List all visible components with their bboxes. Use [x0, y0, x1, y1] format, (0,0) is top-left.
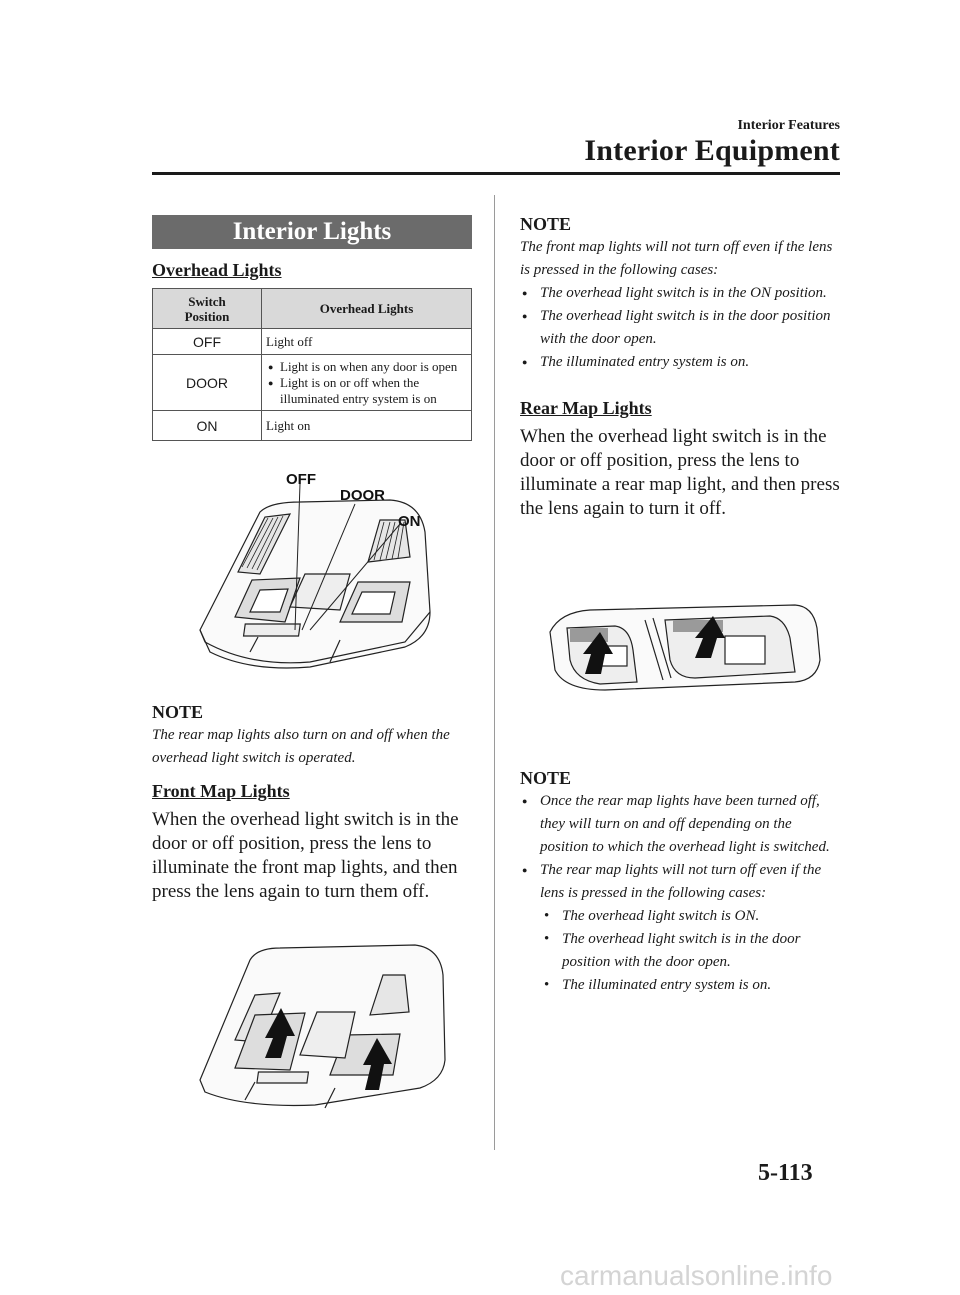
list-item: ● Once the rear map lights have been turned off, they will turn on and off depending on the position to which the overhead light is switched.: [520, 790, 842, 859]
table-header-lights: Overhead Lights: [262, 289, 472, 329]
note-intro: The front map lights will not turn off even if the lens is pressed in the following cases:: [520, 239, 833, 278]
position-on: ON: [153, 411, 262, 441]
label-on: ON: [398, 513, 421, 530]
rear-map-lights-text: When the overhead light switch is in the door or off position, press the lens to illuminate a rear map light, and then press the lens again to turn it off.: [520, 426, 840, 519]
note-body: [520, 790, 842, 997]
overhead-lights-heading: Overhead Lights: [152, 260, 282, 280]
note-title: NOTE: [152, 702, 204, 722]
section-title: Interior Features: [737, 118, 840, 133]
interior-lights-banner: Interior Lights: [152, 215, 472, 249]
position-door: DOOR: [153, 355, 262, 411]
watermark: carmanualsonline.info: [560, 1260, 833, 1291]
rear-map-lights-figure: [545, 600, 825, 695]
overhead-lights-table: [152, 288, 472, 441]
chapter-title: Interior Equipment: [584, 134, 840, 167]
rear-map-lights-heading: Rear Map Lights: [520, 398, 652, 418]
list-item-text: The rear map lights will not turn off even if the lens is pressed in the following cases:: [540, 862, 822, 901]
front-map-lights-figure: [195, 940, 455, 1110]
column-divider: [494, 195, 495, 1150]
list-item: ● The overhead light switch is in the ON position.: [520, 282, 842, 305]
sub-list-item: • The overhead light switch is ON.: [540, 905, 842, 928]
front-map-lights-text: When the overhead light switch is in the door or off position, press the lens to illuminate the front map lights, and then press the lens again to turn them off.: [152, 809, 459, 902]
list-item: ● The overhead light switch is in the door position with the door open.: [520, 305, 842, 351]
list-item: ● Light is on or off when the illuminated entry system is on: [266, 375, 471, 407]
page-number: 5-113: [758, 1160, 813, 1186]
table-row: [153, 355, 472, 411]
table-row: [153, 329, 472, 355]
label-door: DOOR: [340, 487, 385, 504]
row-description: Light off: [262, 329, 472, 355]
row-description: [262, 355, 472, 411]
table-header-position: Switch Position: [153, 289, 262, 329]
overhead-console-figure: [190, 462, 450, 677]
note-title: NOTE: [520, 768, 572, 788]
sub-list: [540, 905, 842, 997]
row-description: Light on: [262, 411, 472, 441]
table-row: [153, 411, 472, 441]
note-body: [520, 236, 842, 374]
sub-list-item: • The illuminated entry system is on.: [540, 974, 842, 997]
note-list: [520, 790, 842, 997]
list-item: ● Light is on when any door is open: [266, 359, 471, 375]
list-item: [520, 859, 842, 997]
list-item: ● The illuminated entry system is on.: [520, 351, 842, 374]
note-title: NOTE: [520, 214, 572, 234]
sub-list-item: • The overhead light switch is in the door position with the door open.: [540, 928, 842, 974]
note-text: The rear map lights also turn on and off when the overhead light switch is operated.: [152, 727, 450, 766]
label-off: OFF: [286, 471, 316, 488]
front-map-lights-heading: Front Map Lights: [152, 781, 290, 801]
header-rule: [152, 172, 840, 175]
position-off: OFF: [153, 329, 262, 355]
note-list: [520, 282, 842, 374]
